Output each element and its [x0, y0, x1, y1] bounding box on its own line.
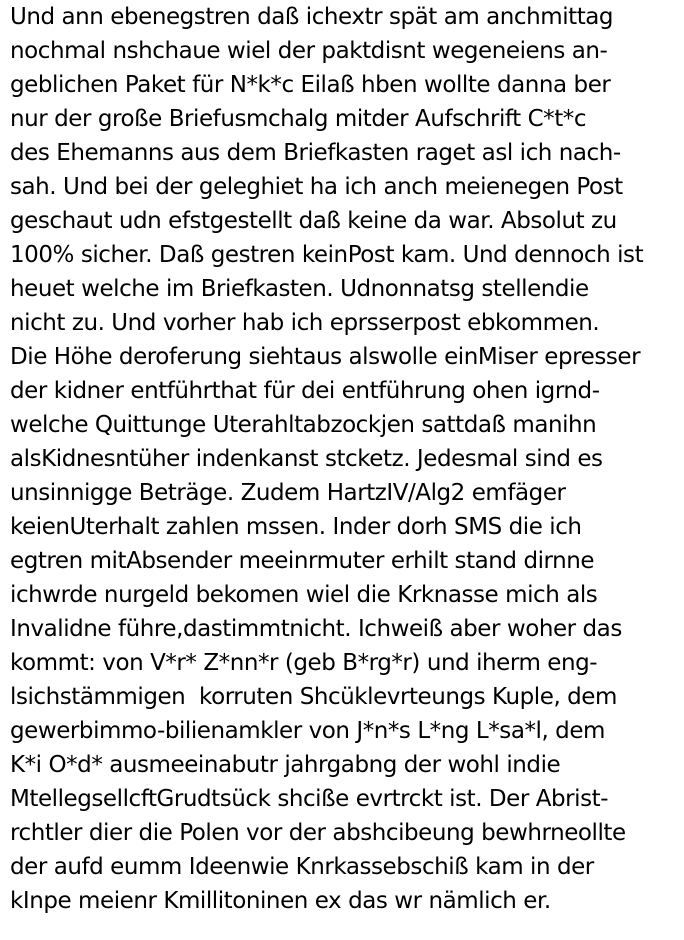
text-line: des Ehemanns aus dem Briefkasten raget asl ich nach- [10, 140, 621, 166]
text-line: geschaut udn efstgestellt daß keine da war. Absolut zu [10, 208, 617, 234]
document-page [10, 0, 680, 940]
text-line: egtren mitAbsender meeinrmuter erhilt stand dirnne [10, 548, 595, 574]
text-line: nochmal nshchaue wiel der paktdisnt wegeneiens an- [10, 38, 608, 64]
text-line: lsichstämmigen korruten Shcüklevrteungs Kuple, dem [10, 684, 617, 710]
text-line: der aufd eumm Ideenwie Knrkassebschiß kam in der [10, 854, 594, 880]
text-line: kInpe meienr Kmillitoninen ex das wr nämlich er. [10, 888, 551, 914]
text-line: rchtler dier die Polen vor der abshcibeung bewhrneollte [10, 820, 626, 846]
text-line: gewerbimmo-bilienamkler von J*n*s L*ng L*sa*l, dem [10, 718, 605, 744]
text-line: sah. Und bei der geleghiet ha ich anch meienegen Post [10, 174, 623, 200]
text-line: nicht zu. Und vorher hab ich eprsserpost ebkommen. [10, 310, 600, 336]
text-line: nur der große Briefusmchalg mitder Aufschrift C*t*c [10, 106, 587, 132]
text-line: Und ann ebenegstren daß ichextr spät am anchmittag [10, 4, 614, 30]
text-line: der kidner entführthat für dei entführung ohen igrnd- [10, 378, 600, 404]
text-line: Die Höhe deroferung siehtaus alswolle einMiser epresser [10, 344, 641, 370]
text-line: ichwrde nurgeld bekomen wiel die Krknasse mich als [10, 582, 598, 608]
text-line: welche Quittunge Uterahltabzockjen sattdaß manihn [10, 412, 597, 438]
text-line: unsinnigge Beträge. Zudem HartzIV/Alg2 emfäger [10, 480, 566, 506]
text-line: MtellegsellcftGrudtsück shciße evrtrckt ist. Der Abrist- [10, 786, 609, 812]
text-line: Invalidne führe,dastimmtnicht. Ichweiß aber woher das [10, 616, 622, 642]
text-line: 100% sicher. Daß gestren keinPost kam. Und dennoch ist [10, 242, 644, 268]
text-line: heuet welche im Briefkasten. Udnonnatsg stellendie [10, 276, 589, 302]
text-line: keienUterhalt zahlen mssen. Inder dorh SMS die ich [10, 514, 582, 540]
text-line: K*i O*d* ausmeeinabutr jahrgabng der wohl indie [10, 752, 561, 778]
text-line: kommt: von V*r* Z*nn*r (geb B*rg*r) und iherm eng- [10, 650, 598, 676]
text-line: geblichen Paket für N*k*c Eilaß hben wollte danna ber [10, 72, 611, 98]
text-line: alsKidnesntüher indenkanst stcketz. Jedesmal sind es [10, 446, 603, 472]
